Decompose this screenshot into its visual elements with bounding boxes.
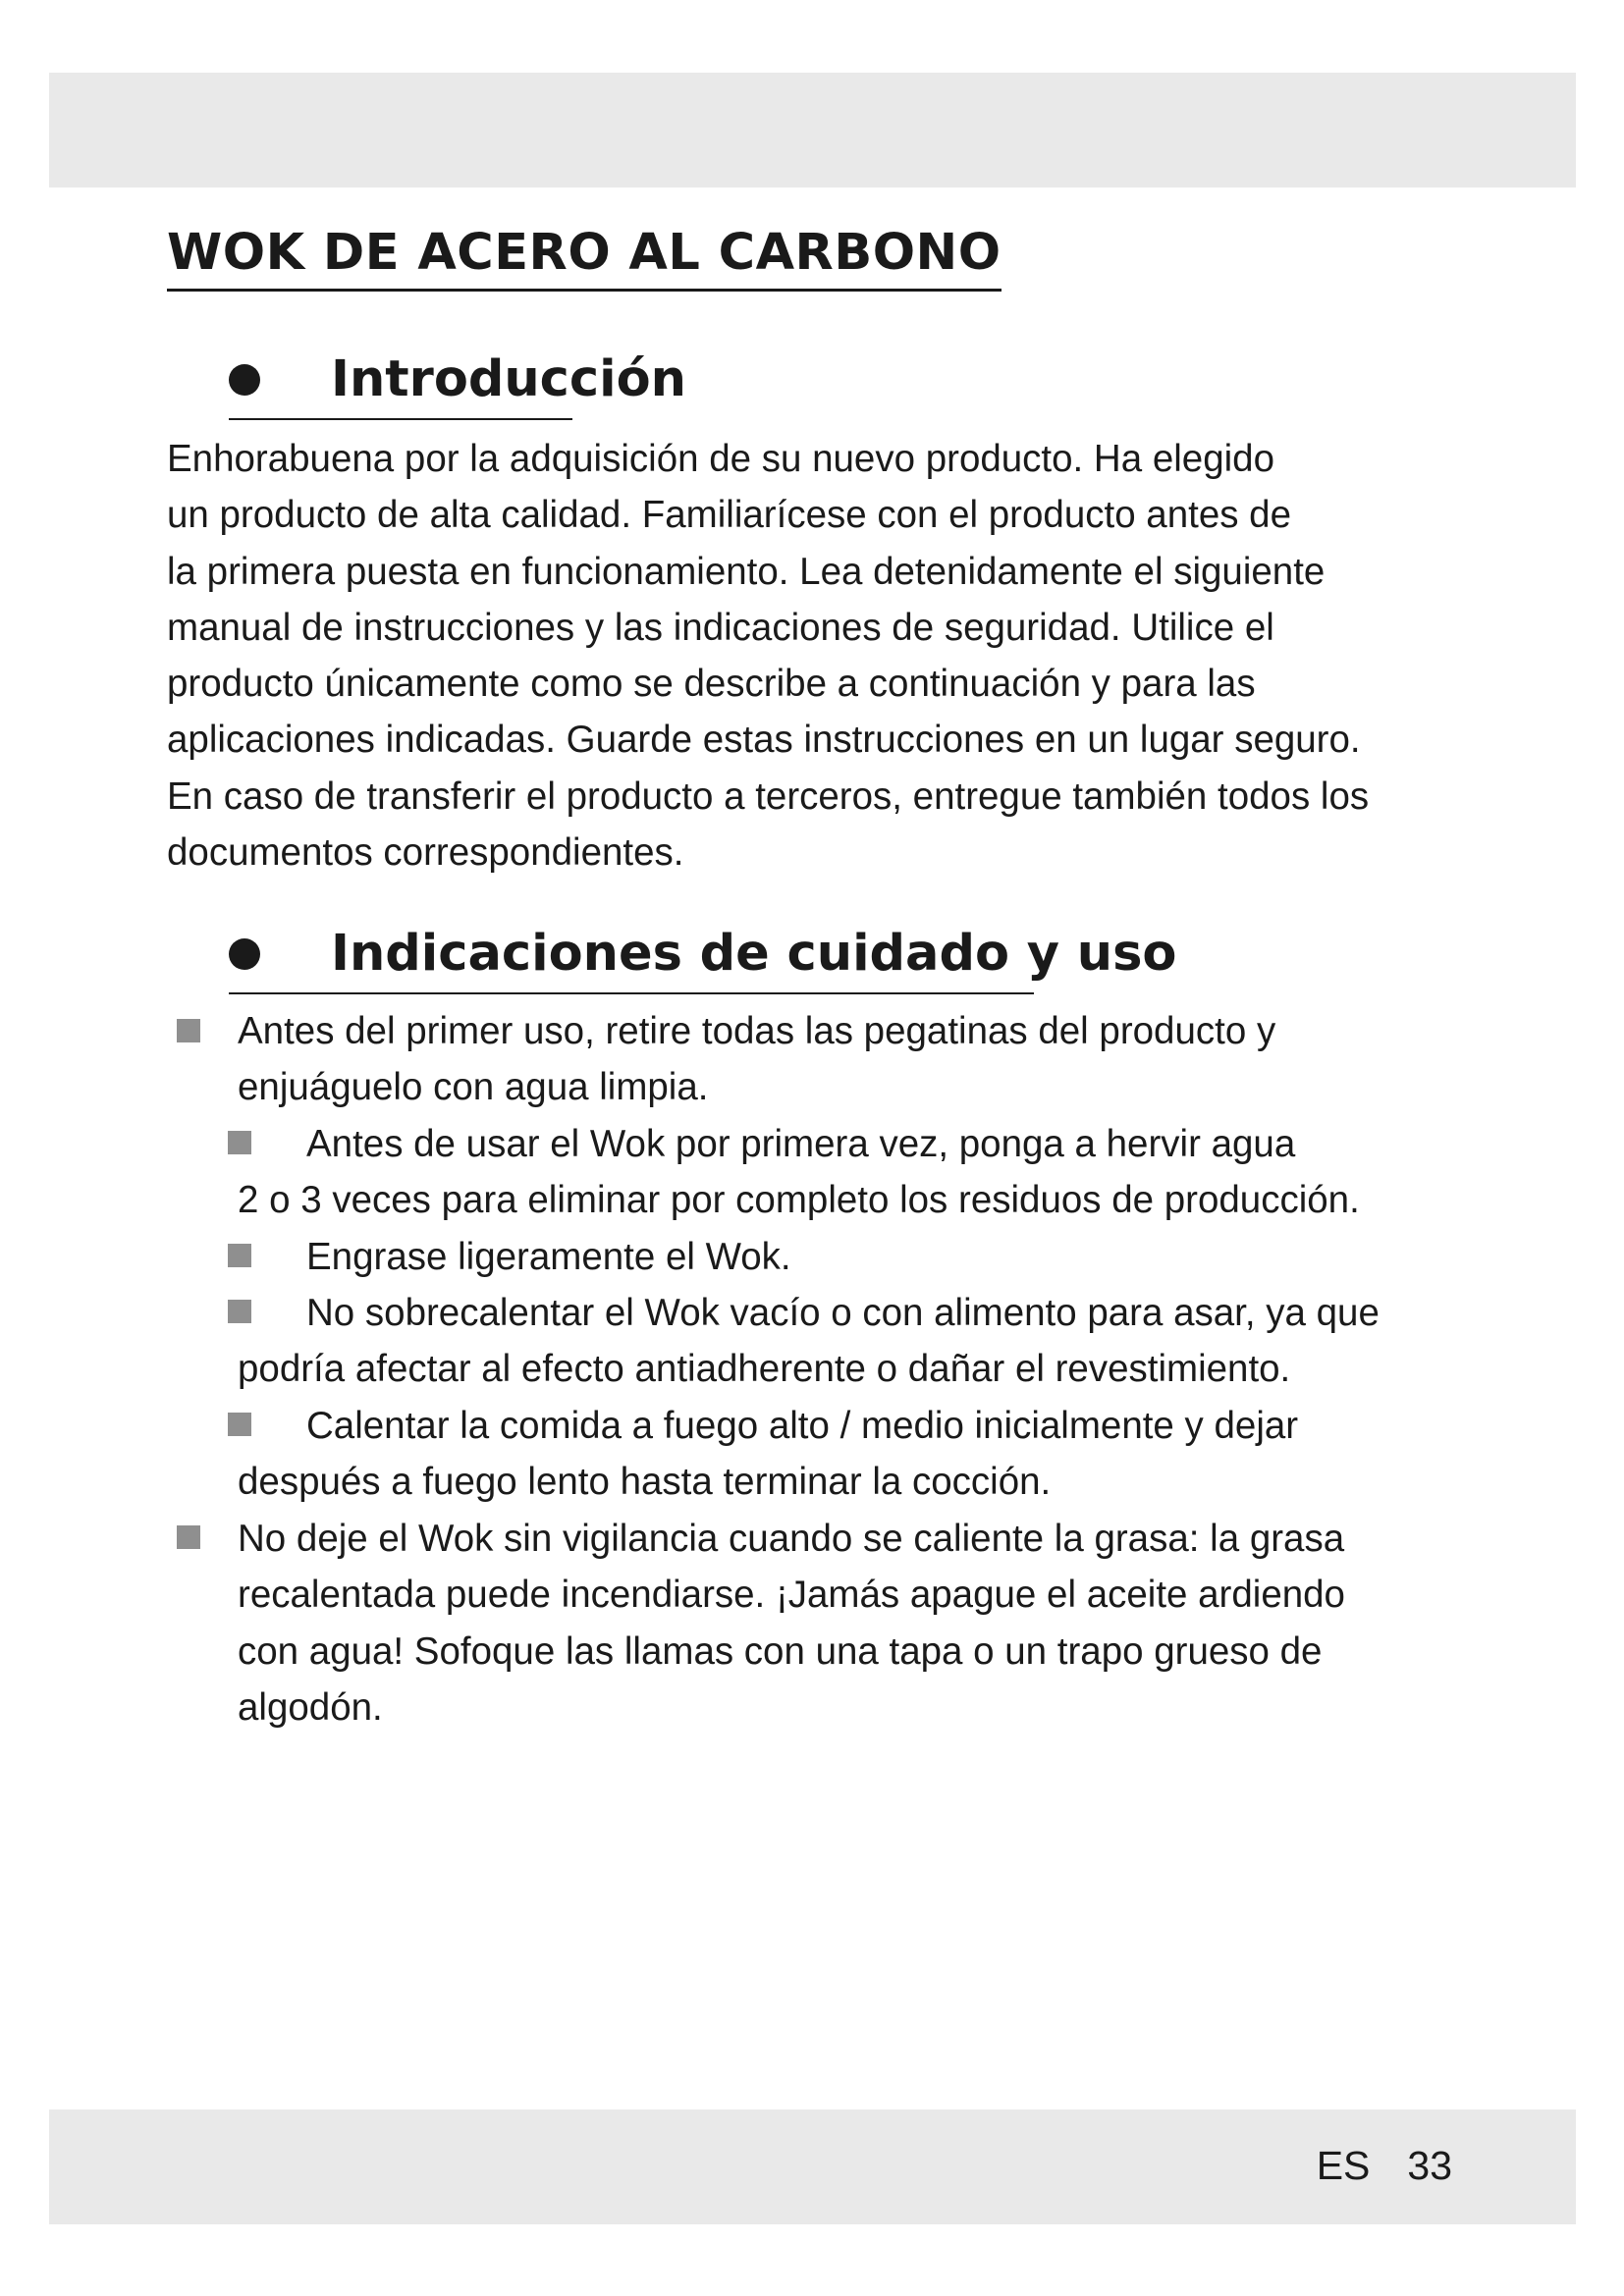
language-code: ES	[1316, 2142, 1371, 2188]
square-bullet-icon	[177, 1525, 200, 1549]
heading-underline	[229, 992, 1034, 994]
paragraph-line: documentos correspondientes.	[167, 831, 684, 875]
paragraph-line: la primera puesta en funcionamiento. Lea detenidamente el siguiente	[167, 550, 1326, 593]
heading-underline	[229, 418, 572, 420]
list-item: Calentar la comida a fuego alto / medio inicialmente y dejar después a fuego lento hasta terminar la cocción.	[238, 1405, 1299, 1504]
paragraph-line: aplicaciones indicadas. Guarde estas instrucciones en un lugar seguro.	[167, 719, 1361, 762]
header-band	[49, 73, 1576, 187]
page-number: 33	[1407, 2142, 1452, 2188]
paragraph-line: Enhorabuena por la adquisición de su nuevo producto. Ha elegido	[167, 438, 1275, 480]
paragraph-line: un producto de alta calidad. Familiarícese con el producto antes de	[167, 494, 1291, 537]
list-item: Antes de usar el Wok por primera vez, ponga a hervir agua 2 o 3 veces para eliminar por completo los residuos de producción.	[238, 1123, 1360, 1222]
intro-paragraph	[167, 431, 1443, 881]
page-footer	[1317, 2126, 1452, 2205]
section-heading-text: Indicaciones de cuidado y uso	[331, 925, 1177, 983]
bullet-dot-icon	[229, 364, 260, 396]
paragraph-line: En caso de transferir el producto a terceros, entregue también todos los	[167, 774, 1370, 818]
list-item: No sobrecalentar el Wok vacío o con alimento para asar, ya que podría afectar al efecto antiadherente o dañar el revestimiento.	[238, 1292, 1380, 1391]
section-heading-introduccion	[229, 349, 686, 410]
section-heading-cuidado-uso	[229, 924, 1176, 985]
list-item: Antes del primer uso, retire todas las pegatinas del producto y enjuáguelo con agua limpia.	[238, 1010, 1276, 1109]
paragraph-line: producto únicamente como se describe a continuación y para las	[167, 663, 1256, 706]
square-bullet-icon	[228, 1244, 251, 1267]
document-title: WOK DE ACERO AL CARBONO	[167, 224, 1001, 292]
list-item: No deje el Wok sin vigilancia cuando se caliente la grasa: la grasa recalentada puede incendiarse. ¡Jamás apague el aceite ardiendo con agua! Sofoque las llamas con una tapa o un trapo grueso de algodón.	[238, 1518, 1345, 1729]
list-item: Engrase ligeramente el Wok.	[306, 1236, 791, 1278]
paragraph-line: manual de instrucciones y las indicaciones de seguridad. Utilice el	[167, 606, 1274, 649]
square-bullet-icon	[177, 1019, 200, 1042]
section-heading-text: Introducción	[331, 350, 686, 408]
bullet-dot-icon	[229, 938, 260, 970]
